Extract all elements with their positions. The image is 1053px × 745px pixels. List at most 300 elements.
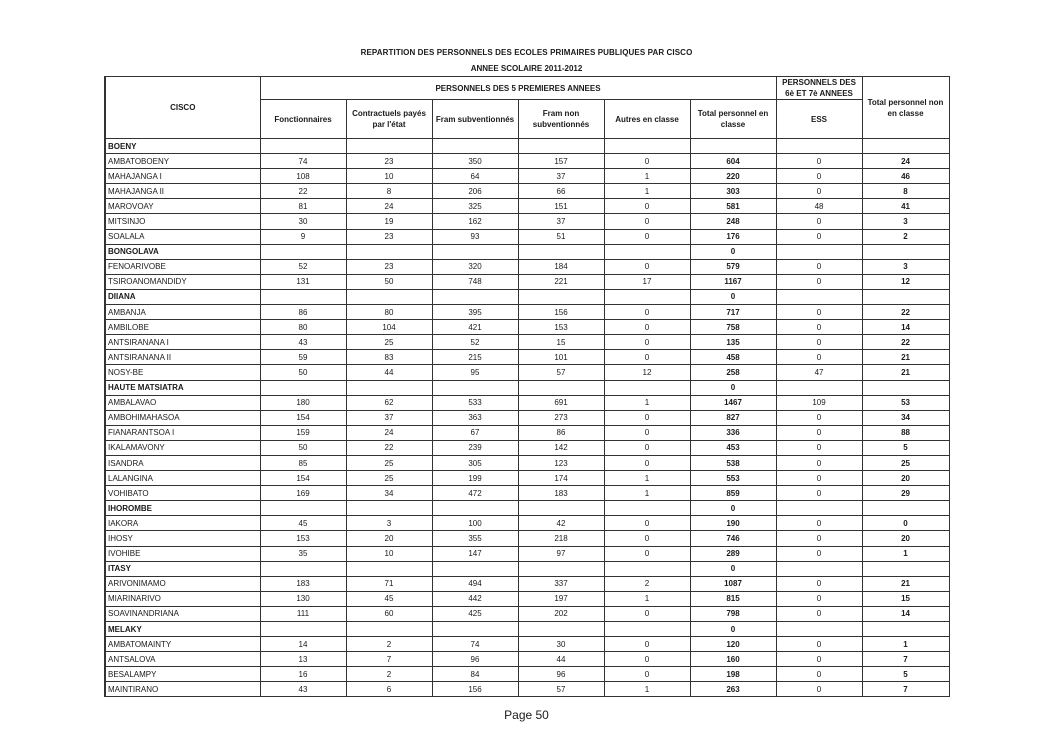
cisco-name: BESALAMPY	[105, 667, 260, 682]
fram-non-cell: 86	[518, 425, 604, 440]
total-non-classe-cell: 1	[862, 546, 949, 561]
ess-cell: 0	[776, 455, 862, 470]
empty-cell	[432, 244, 518, 259]
region-row	[105, 622, 949, 637]
fram-non-cell: 37	[518, 214, 604, 229]
fonctionnaires-cell: 22	[260, 184, 346, 199]
cisco-name: FENOARIVOBE	[105, 259, 260, 274]
fram-sub-cell: 74	[432, 637, 518, 652]
region-row	[105, 501, 949, 516]
contractuels-cell: 45	[346, 591, 432, 606]
cisco-name: MAINTIRANO	[105, 682, 260, 697]
cisco-name: AMBATOBOENY	[105, 154, 260, 169]
cisco-name: SOAVINANDRIANA	[105, 606, 260, 621]
contractuels-cell: 19	[346, 214, 432, 229]
table-row	[105, 350, 949, 365]
region-name: DIIANA	[105, 289, 260, 304]
total-non-classe-cell: 25	[862, 455, 949, 470]
report-subtitle: ANNEE SCOLAIRE 2011-2012	[470, 64, 583, 73]
contractuels-cell: 80	[346, 305, 432, 320]
cisco-name: LALANGINA	[105, 471, 260, 486]
total-classe-cell: 815	[690, 591, 776, 606]
ess-cell: 0	[776, 637, 862, 652]
total-non-classe-cell: 12	[862, 274, 949, 289]
fram-non-cell: 37	[518, 169, 604, 184]
fonctionnaires-cell: 86	[260, 305, 346, 320]
cisco-name: AMBOHIMAHASOA	[105, 410, 260, 425]
table-row	[105, 395, 949, 410]
total-non-classe-cell: 21	[862, 365, 949, 380]
total-non-classe-cell: 3	[862, 214, 949, 229]
autres-cell: 1	[604, 184, 690, 199]
personnel-table	[104, 76, 950, 697]
fram-sub-cell: 421	[432, 320, 518, 335]
fram-sub-cell: 156	[432, 682, 518, 697]
fram-non-cell: 142	[518, 440, 604, 455]
region-total-classe-cell: 0	[690, 380, 776, 395]
col-header-ess: ESS	[776, 100, 862, 139]
fram-sub-cell: 363	[432, 410, 518, 425]
fram-sub-cell: 425	[432, 606, 518, 621]
total-classe-cell: 176	[690, 229, 776, 244]
contractuels-cell: 34	[346, 486, 432, 501]
contractuels-cell: 104	[346, 320, 432, 335]
cisco-name: VOHIBATO	[105, 486, 260, 501]
total-classe-cell: 538	[690, 455, 776, 470]
page-number: Page 50	[504, 708, 549, 722]
contractuels-cell: 50	[346, 274, 432, 289]
contractuels-cell: 23	[346, 154, 432, 169]
cisco-name: MITSINJO	[105, 214, 260, 229]
contractuels-cell: 60	[346, 606, 432, 621]
table-row	[105, 229, 949, 244]
region-total-classe-cell: 0	[690, 289, 776, 304]
total-non-classe-cell: 7	[862, 652, 949, 667]
fram-non-cell: 44	[518, 652, 604, 667]
fonctionnaires-cell: 52	[260, 259, 346, 274]
table-row	[105, 591, 949, 606]
empty-cell	[518, 289, 604, 304]
cisco-name: ISANDRA	[105, 455, 260, 470]
table-row	[105, 455, 949, 470]
total-classe-cell: 135	[690, 335, 776, 350]
autres-cell: 0	[604, 214, 690, 229]
col-header-autres: Autres en classe	[604, 100, 690, 139]
col-group-6-7: PERSONNELS DES 6è ET 7è ANNEES	[776, 77, 862, 100]
ess-cell: 47	[776, 365, 862, 380]
fonctionnaires-cell: 35	[260, 546, 346, 561]
contractuels-cell: 2	[346, 667, 432, 682]
region-total-classe-cell: 0	[690, 501, 776, 516]
cisco-name: SOALALA	[105, 229, 260, 244]
empty-cell	[432, 289, 518, 304]
fonctionnaires-cell: 50	[260, 365, 346, 380]
total-non-classe-cell: 22	[862, 335, 949, 350]
fonctionnaires-cell: 85	[260, 455, 346, 470]
empty-cell	[776, 244, 862, 259]
cisco-name: ANTSIRANANA II	[105, 350, 260, 365]
ess-cell: 0	[776, 486, 862, 501]
autres-cell: 0	[604, 229, 690, 244]
fonctionnaires-cell: 74	[260, 154, 346, 169]
table-row	[105, 546, 949, 561]
empty-cell	[260, 139, 346, 154]
fram-non-cell: 221	[518, 274, 604, 289]
fonctionnaires-cell: 154	[260, 410, 346, 425]
autres-cell: 0	[604, 350, 690, 365]
autres-cell: 0	[604, 652, 690, 667]
table-row	[105, 486, 949, 501]
ess-cell: 0	[776, 274, 862, 289]
ess-cell: 109	[776, 395, 862, 410]
empty-cell	[518, 244, 604, 259]
fram-sub-cell: 355	[432, 531, 518, 546]
ess-cell: 0	[776, 425, 862, 440]
fram-non-cell: 15	[518, 335, 604, 350]
empty-cell	[862, 244, 949, 259]
fonctionnaires-cell: 43	[260, 682, 346, 697]
region-name: IHOROMBE	[105, 501, 260, 516]
autres-cell: 12	[604, 365, 690, 380]
empty-cell	[346, 380, 432, 395]
contractuels-cell: 3	[346, 516, 432, 531]
total-non-classe-cell: 20	[862, 471, 949, 486]
autres-cell: 0	[604, 455, 690, 470]
contractuels-cell: 24	[346, 199, 432, 214]
total-non-classe-cell: 0	[862, 516, 949, 531]
fonctionnaires-cell: 81	[260, 199, 346, 214]
empty-cell	[862, 622, 949, 637]
table-row	[105, 259, 949, 274]
fonctionnaires-cell: 111	[260, 606, 346, 621]
contractuels-cell: 25	[346, 471, 432, 486]
total-classe-cell: 263	[690, 682, 776, 697]
total-classe-cell: 303	[690, 184, 776, 199]
contractuels-cell: 24	[346, 425, 432, 440]
table-row	[105, 471, 949, 486]
cisco-name: TSIROANOMANDIDY	[105, 274, 260, 289]
contractuels-cell: 10	[346, 546, 432, 561]
ess-cell: 0	[776, 576, 862, 591]
empty-cell	[260, 501, 346, 516]
cisco-name: FIANARANTSOA I	[105, 425, 260, 440]
col-header-contractuels: Contractuels payés par l'état	[346, 100, 432, 139]
table-row	[105, 425, 949, 440]
empty-cell	[604, 139, 690, 154]
ess-cell: 0	[776, 682, 862, 697]
fonctionnaires-cell: 16	[260, 667, 346, 682]
empty-cell	[862, 501, 949, 516]
fram-sub-cell: 494	[432, 576, 518, 591]
fonctionnaires-cell: 14	[260, 637, 346, 652]
autres-cell: 1	[604, 169, 690, 184]
empty-cell	[776, 501, 862, 516]
fram-sub-cell: 52	[432, 335, 518, 350]
total-non-classe-cell: 29	[862, 486, 949, 501]
cisco-name: IAKORA	[105, 516, 260, 531]
empty-cell	[260, 622, 346, 637]
cisco-name: AMBALAVAO	[105, 395, 260, 410]
empty-cell	[862, 561, 949, 576]
table-row	[105, 516, 949, 531]
fonctionnaires-cell: 159	[260, 425, 346, 440]
fonctionnaires-cell: 50	[260, 440, 346, 455]
report-title: REPARTITION DES PERSONNELS DES ECOLES PRIMAIRES PUBLIQUES PAR CISCO	[360, 48, 693, 57]
table-row	[105, 154, 949, 169]
ess-cell: 0	[776, 546, 862, 561]
fonctionnaires-cell: 130	[260, 591, 346, 606]
total-classe-cell: 160	[690, 652, 776, 667]
empty-cell	[432, 622, 518, 637]
empty-cell	[346, 622, 432, 637]
fram-sub-cell: 395	[432, 305, 518, 320]
fonctionnaires-cell: 108	[260, 169, 346, 184]
total-classe-cell: 1087	[690, 576, 776, 591]
total-classe-cell: 798	[690, 606, 776, 621]
table-row	[105, 440, 949, 455]
contractuels-cell: 44	[346, 365, 432, 380]
ess-cell: 0	[776, 259, 862, 274]
empty-cell	[432, 501, 518, 516]
fram-sub-cell: 96	[432, 652, 518, 667]
region-total-classe-cell: 0	[690, 622, 776, 637]
cisco-name: NOSY-BE	[105, 365, 260, 380]
total-non-classe-cell: 5	[862, 440, 949, 455]
autres-cell: 0	[604, 606, 690, 621]
autres-cell: 0	[604, 335, 690, 350]
fram-non-cell: 202	[518, 606, 604, 621]
empty-cell	[346, 244, 432, 259]
fram-sub-cell: 67	[432, 425, 518, 440]
contractuels-cell: 20	[346, 531, 432, 546]
total-classe-cell: 1467	[690, 395, 776, 410]
fram-non-cell: 30	[518, 637, 604, 652]
fram-non-cell: 151	[518, 199, 604, 214]
contractuels-cell: 22	[346, 440, 432, 455]
table-row	[105, 214, 949, 229]
cisco-name: AMBILOBE	[105, 320, 260, 335]
fram-non-cell: 218	[518, 531, 604, 546]
contractuels-cell: 25	[346, 335, 432, 350]
empty-cell	[518, 501, 604, 516]
total-non-classe-cell: 5	[862, 667, 949, 682]
col-header-cisco: CISCO	[105, 77, 260, 139]
autres-cell: 2	[604, 576, 690, 591]
total-classe-cell: 604	[690, 154, 776, 169]
fram-non-cell: 101	[518, 350, 604, 365]
fram-non-cell: 97	[518, 546, 604, 561]
region-name: BOENY	[105, 139, 260, 154]
total-non-classe-cell: 88	[862, 425, 949, 440]
fonctionnaires-cell: 9	[260, 229, 346, 244]
empty-cell	[604, 501, 690, 516]
ess-cell: 48	[776, 199, 862, 214]
ess-cell: 0	[776, 516, 862, 531]
total-non-classe-cell: 15	[862, 591, 949, 606]
fonctionnaires-cell: 30	[260, 214, 346, 229]
col-header-total-classe: Total personnel en classe	[690, 100, 776, 139]
fram-sub-cell: 320	[432, 259, 518, 274]
empty-cell	[260, 289, 346, 304]
total-non-classe-cell: 21	[862, 350, 949, 365]
total-non-classe-cell: 14	[862, 606, 949, 621]
empty-cell	[776, 561, 862, 576]
contractuels-cell: 23	[346, 229, 432, 244]
contractuels-cell: 8	[346, 184, 432, 199]
empty-cell	[518, 561, 604, 576]
fonctionnaires-cell: 169	[260, 486, 346, 501]
fram-non-cell: 157	[518, 154, 604, 169]
region-total-classe-cell: 0	[690, 561, 776, 576]
ess-cell: 0	[776, 410, 862, 425]
total-non-classe-cell: 53	[862, 395, 949, 410]
table-row	[105, 320, 949, 335]
total-classe-cell: 458	[690, 350, 776, 365]
region-row	[105, 139, 949, 154]
table-row	[105, 667, 949, 682]
fonctionnaires-cell: 183	[260, 576, 346, 591]
fram-sub-cell: 325	[432, 199, 518, 214]
total-classe-cell: 198	[690, 667, 776, 682]
region-row	[105, 244, 949, 259]
autres-cell: 0	[604, 199, 690, 214]
fram-sub-cell: 162	[432, 214, 518, 229]
total-classe-cell: 190	[690, 516, 776, 531]
fram-non-cell: 42	[518, 516, 604, 531]
autres-cell: 0	[604, 425, 690, 440]
fram-sub-cell: 215	[432, 350, 518, 365]
autres-cell: 0	[604, 546, 690, 561]
empty-cell	[346, 561, 432, 576]
fonctionnaires-cell: 180	[260, 395, 346, 410]
fonctionnaires-cell: 45	[260, 516, 346, 531]
total-classe-cell: 827	[690, 410, 776, 425]
total-classe-cell: 453	[690, 440, 776, 455]
contractuels-cell: 7	[346, 652, 432, 667]
total-non-classe-cell: 7	[862, 682, 949, 697]
empty-cell	[776, 380, 862, 395]
total-classe-cell: 859	[690, 486, 776, 501]
region-row	[105, 380, 949, 395]
region-name: HAUTE MATSIATRA	[105, 380, 260, 395]
empty-cell	[776, 139, 862, 154]
fram-non-cell: 691	[518, 395, 604, 410]
contractuels-cell: 37	[346, 410, 432, 425]
total-classe-cell: 553	[690, 471, 776, 486]
total-non-classe-cell: 1	[862, 637, 949, 652]
empty-cell	[604, 561, 690, 576]
autres-cell: 1	[604, 682, 690, 697]
ess-cell: 0	[776, 305, 862, 320]
empty-cell	[604, 380, 690, 395]
ess-cell: 0	[776, 320, 862, 335]
empty-cell	[432, 561, 518, 576]
fonctionnaires-cell: 154	[260, 471, 346, 486]
table-row	[105, 274, 949, 289]
ess-cell: 0	[776, 591, 862, 606]
empty-cell	[518, 380, 604, 395]
cisco-name: MAHAJANGA II	[105, 184, 260, 199]
cisco-name: IVOHIBE	[105, 546, 260, 561]
table-row	[105, 531, 949, 546]
fram-sub-cell: 472	[432, 486, 518, 501]
empty-cell	[260, 561, 346, 576]
fram-non-cell: 174	[518, 471, 604, 486]
autres-cell: 1	[604, 591, 690, 606]
total-non-classe-cell: 22	[862, 305, 949, 320]
table-row	[105, 682, 949, 697]
fram-non-cell: 51	[518, 229, 604, 244]
total-non-classe-cell: 46	[862, 169, 949, 184]
total-non-classe-cell: 21	[862, 576, 949, 591]
contractuels-cell: 83	[346, 350, 432, 365]
empty-cell	[862, 139, 949, 154]
empty-cell	[518, 139, 604, 154]
total-classe-cell: 581	[690, 199, 776, 214]
total-non-classe-cell: 3	[862, 259, 949, 274]
fram-non-cell: 273	[518, 410, 604, 425]
total-classe-cell: 1167	[690, 274, 776, 289]
autres-cell: 0	[604, 440, 690, 455]
header-row-1	[105, 77, 949, 100]
total-classe-cell: 579	[690, 259, 776, 274]
table-row	[105, 637, 949, 652]
cisco-name: IKALAMAVONY	[105, 440, 260, 455]
fram-sub-cell: 199	[432, 471, 518, 486]
table-row	[105, 305, 949, 320]
autres-cell: 0	[604, 637, 690, 652]
autres-cell: 0	[604, 410, 690, 425]
total-classe-cell: 717	[690, 305, 776, 320]
fram-non-cell: 57	[518, 682, 604, 697]
empty-cell	[776, 289, 862, 304]
contractuels-cell: 25	[346, 455, 432, 470]
col-header-total-non-classe: Total personnel non en classe	[862, 77, 949, 139]
table-row	[105, 652, 949, 667]
total-non-classe-cell: 14	[862, 320, 949, 335]
ess-cell: 0	[776, 154, 862, 169]
autres-cell: 0	[604, 305, 690, 320]
ess-cell: 0	[776, 606, 862, 621]
total-classe-cell: 289	[690, 546, 776, 561]
empty-cell	[776, 622, 862, 637]
cisco-name: MAROVOAY	[105, 199, 260, 214]
empty-cell	[346, 139, 432, 154]
fram-sub-cell: 84	[432, 667, 518, 682]
fram-sub-cell: 748	[432, 274, 518, 289]
autres-cell: 0	[604, 516, 690, 531]
fram-non-cell: 57	[518, 365, 604, 380]
ess-cell: 0	[776, 652, 862, 667]
autres-cell: 17	[604, 274, 690, 289]
total-classe-cell: 746	[690, 531, 776, 546]
table-row	[105, 199, 949, 214]
table-row	[105, 576, 949, 591]
contractuels-cell: 10	[346, 169, 432, 184]
contractuels-cell: 6	[346, 682, 432, 697]
fram-sub-cell: 206	[432, 184, 518, 199]
total-classe-cell: 758	[690, 320, 776, 335]
fonctionnaires-cell: 59	[260, 350, 346, 365]
cisco-name: AMBATOMAINTY	[105, 637, 260, 652]
empty-cell	[346, 289, 432, 304]
table-row	[105, 335, 949, 350]
fram-non-cell: 153	[518, 320, 604, 335]
empty-cell	[604, 622, 690, 637]
autres-cell: 0	[604, 259, 690, 274]
table-row	[105, 184, 949, 199]
total-non-classe-cell: 8	[862, 184, 949, 199]
